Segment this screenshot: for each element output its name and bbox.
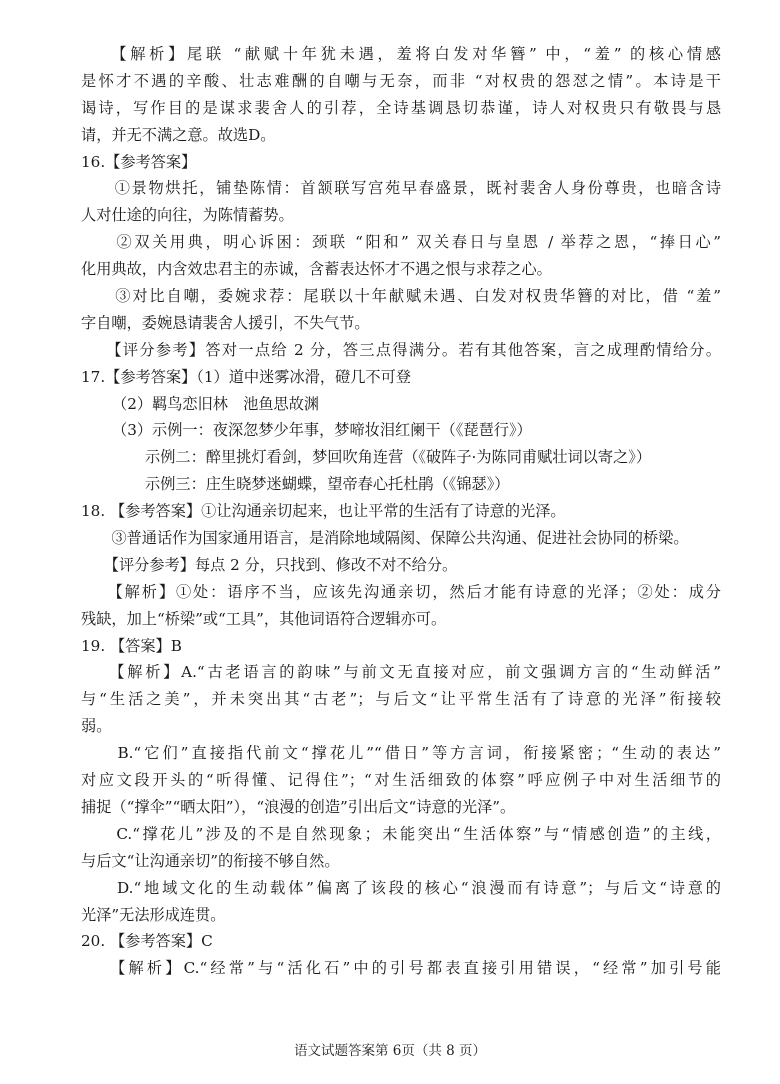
analysis-19-b-line-1: B.“它们”直接指代前文“撑花儿”“借日”等方言词，衔接紧密；“生动的表达”: [81, 744, 721, 763]
answer-17-part-3-example-2: 示例二：醉里挑灯看剑，梦回吹角连营（《破阵子·为陈同甫赋壮词以寄之》）: [145, 448, 652, 467]
answer-16-point-3-line-1: ③对比自嘲，委婉求荐：尾联以十年献赋未遇、白发对权贵华簪的对比，借 “羞”: [81, 287, 721, 306]
page-footer: 语文试题答案第 6页（共 8 页）: [293, 1043, 487, 1059]
question-16-heading: 16.【参考答案】: [81, 152, 197, 171]
answer-18-point-3: ③普通话作为国家通用语言，是消除地域隔阂、保障公共沟通、促进社会协同的桥梁。: [81, 529, 689, 548]
analysis-19-b-line-2: 对应文段开头的“听得懂、记得住”；“对生活细致的体察”呼应例子中对生活细节的: [81, 771, 721, 790]
analysis-18-line-1: 【解析】①处：语序不当，应该先沟通亲切，然后才能有诗意的光泽；②处：成分: [81, 582, 721, 601]
analysis-19-d-line-1: D.“地域文化的生动载体”偏离了该段的核心“浪漫而有诗意”；与后文“诗意的: [81, 878, 721, 897]
answer-17-part-2: （2）羁鸟恋旧林 池鱼思故渊: [112, 394, 320, 413]
analysis-15-line-1: 【解析】尾联 “献赋十年犹未遇，羞将白发对华簪” 中，“羞” 的核心情感: [81, 45, 721, 63]
answer-content: [81, 41, 721, 982]
analysis-19-a-line-1: 【解析】A.“古老语言的韵味”与前文无直接对应，前文强调方言的“生动鲜活”: [81, 663, 721, 682]
question-18-heading: 18. 【参考答案】①让沟通亲切起来，也让平常的生活有了诗意的光泽。: [81, 502, 566, 521]
answer-16-point-1-line-2: 人对仕途的向往，为陈情蓄势。: [81, 206, 294, 225]
analysis-15-line-2: 是怀才不遇的辛酸、壮志难酬的自嘲与无奈，而非 “对权贵的怨怼之情”。本诗是干: [81, 71, 721, 90]
question-17-heading: 17.【参考答案】（1）道中迷雾冰滑，磴几不可登: [81, 367, 411, 386]
analysis-15-line-4: 请，并无不满之意。故选D。: [81, 125, 276, 144]
question-20-heading: 20. 【参考答案】C: [81, 932, 213, 951]
question-19-heading: 19. 【答案】B: [81, 636, 182, 655]
analysis-19-c-line-1: C.“撑花儿”涉及的不是自然现象；未能突出“生活体察”与“情感创造”的主线，: [81, 824, 721, 843]
analysis-19-a-line-2: 与“生活之美”，并未突出其“古老”；与后文“让平常生活有了诗意的光泽”衔接较: [81, 690, 721, 709]
analysis-19-b-line-3: 捕捉（“撑伞”“晒太阳”），“浪漫的创造”引出后文“诗意的光泽”。: [81, 797, 516, 816]
answer-16-point-1-line-1: ①景物烘托，铺垫陈情：首颔联写宫苑早春盛景，既衬裴舍人身份尊贵，也暗含诗: [81, 179, 721, 198]
analysis-19-a-line-3: 弱。: [81, 717, 112, 736]
answer-16-point-3-line-2: 字自嘲，委婉恳请裴舍人援引，不失气节。: [81, 313, 370, 332]
analysis-20-line-1: 【解析】C.“经常”与“活化石”中的引号都表直接引用错误，“经常”加引号能: [81, 959, 721, 978]
analysis-19-d-line-2: 光泽”无法形成连贯。: [81, 905, 226, 924]
analysis-18-line-2: 残缺，加上“桥梁”或“工具”，其他词语符合逻辑亦可。: [81, 609, 447, 628]
scoring-16: 【评分参考】答对一点给 2 分，答三点得满分。若有其他答案，言之成理酌情给分。: [81, 340, 721, 359]
answer-17-part-3-example-3: 示例三：庄生晓梦迷蝴蝶，望帝春心托杜鹃（《锦瑟》）: [145, 475, 510, 494]
analysis-19-c-line-2: 与后文“让沟通亲切”的衔接不够自然。: [81, 851, 340, 870]
answer-16-point-2-line-1: ②双关用典，明心诉困：颈联 “阳和” 双关春日与皇恩 / 举荐之恩，“捧日心”: [81, 233, 721, 252]
answer-17-part-3-example-1: （3）示例一：夜深忽梦少年事，梦啼妆泪红阑干（《琵琶行》）: [112, 421, 532, 440]
scoring-18: 【评分参考】每点 2 分，只找到、修改不对不给分。: [81, 555, 458, 574]
analysis-15-line-3: 谒诗，写作目的是谋求裴舍人的引荐，全诗基调恳切恭谨，诗人对权贵只有敬畏与恳: [81, 98, 721, 117]
answer-16-point-2-line-2: 化用典故，内含效忠君主的赤诚，含蓄表达怀才不遇之恨与求荐之心。: [81, 260, 552, 279]
